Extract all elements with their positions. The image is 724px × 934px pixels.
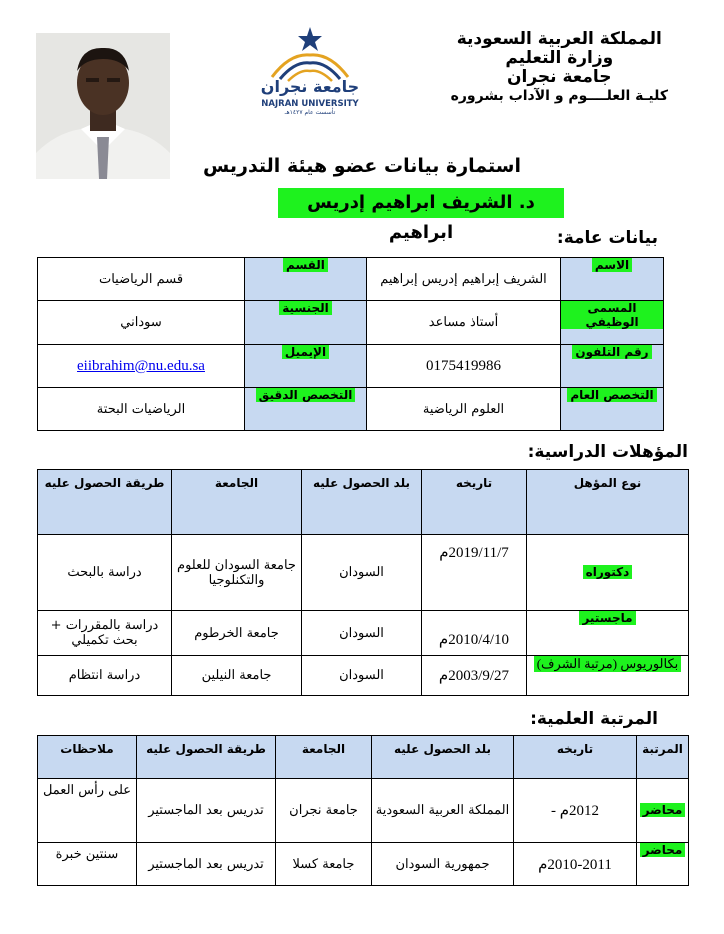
ranks-section-title: المرتبة العلمية:: [530, 709, 658, 729]
job-title-label: المسمى الوظيفي: [561, 301, 663, 329]
header-line-university: جامعة نجران: [507, 67, 612, 87]
qual-university: جامعة السودان للعلوم والتكنلوجيا: [172, 535, 302, 611]
rank-university: جامعة نجران: [276, 779, 372, 843]
qual-date: 2019/11/7م: [422, 535, 527, 611]
email-cell: [38, 345, 245, 388]
phone-label-cell: [561, 345, 664, 388]
nationality-value: سوداني: [38, 301, 245, 345]
qual-country: السودان: [302, 656, 422, 696]
rank-date: 2010-2011م: [514, 843, 637, 886]
table-row: [38, 535, 689, 611]
person-name: د. الشريف ابراهيم إدريس ابراهيم: [278, 188, 564, 218]
rank-value: محاضر: [640, 843, 686, 857]
rank-header-rank: المرتبة: [637, 736, 689, 779]
qual-method: دراسة بالمقررات + بحث تكميلي: [38, 611, 172, 656]
qual-header-type: نوع المؤهل: [527, 470, 689, 535]
rank-notes: سنتين خبرة: [38, 843, 137, 886]
qual-header-country: بلد الحصول عليه: [302, 470, 422, 535]
qual-type-cell: [527, 656, 689, 696]
logo-english-text: NAJRAN UNIVERSITY: [261, 99, 359, 109]
major-value: العلوم الرياضية: [367, 388, 561, 431]
rank-cell: [637, 843, 689, 886]
dept-label-cell: [245, 258, 367, 301]
rank-header-date: تاريخه: [514, 736, 637, 779]
job-title-value: أستاذ مساعد: [367, 301, 561, 345]
rank-header-country: بلد الحصول عليه: [372, 736, 514, 779]
name-label: الاسم: [592, 258, 632, 272]
qual-type-cell: [527, 611, 689, 656]
qualifications-section-title: المؤهلات الدراسية:: [527, 442, 688, 462]
qualifications-table: [37, 469, 689, 696]
qual-date: 2003/9/27م: [422, 656, 527, 696]
nationality-label: الجنسية: [279, 301, 332, 315]
major-label: التخصص العام: [567, 388, 656, 402]
qual-country: السودان: [302, 535, 422, 611]
rank-notes: على رأس العمل: [38, 779, 137, 843]
dept-value: قسم الرياضيات: [38, 258, 245, 301]
phone-label: رقم التلفون: [572, 345, 651, 359]
table-row: [38, 843, 689, 886]
qual-country: السودان: [302, 611, 422, 656]
qual-header-date: تاريخه: [422, 470, 527, 535]
header-line-ministry: وزارة التعليم: [505, 48, 614, 68]
header-line-country: المملكة العربية السعودية: [456, 29, 662, 49]
qual-university: جامعة الخرطوم: [172, 611, 302, 656]
qual-header-method: طريقة الحصول عليه: [38, 470, 172, 535]
qual-method: دراسة انتظام: [38, 656, 172, 696]
job-title-label-cell: [561, 301, 664, 345]
ranks-table: [37, 735, 689, 886]
najran-university-logo: [250, 25, 370, 115]
rank-header-method: طريقة الحصول عليه: [137, 736, 276, 779]
email-label: الإيميل: [282, 345, 329, 359]
rank-country: المملكة العربية السعودية: [372, 779, 514, 843]
rank-value: محاضر: [640, 803, 686, 817]
logo-arabic-text: جامعة نجران: [260, 77, 360, 96]
qual-type: ماجستير: [579, 611, 635, 625]
rank-university: جامعة كسلا: [276, 843, 372, 886]
nationality-label-cell: [245, 301, 367, 345]
rank-method: تدريس بعد الماجستير: [137, 843, 276, 886]
rank-cell: [637, 779, 689, 843]
qual-type: بكالوريوس (مرتبة الشرف): [534, 656, 682, 672]
qual-university: جامعة النيلين: [172, 656, 302, 696]
name-label-cell: [561, 258, 664, 301]
general-info-table: [37, 257, 664, 431]
rank-date: 2012م -: [514, 779, 637, 843]
email-link[interactable]: eiibrahim@nu.edu.sa: [77, 357, 205, 374]
name-value: الشريف إبراهيم إدريس إبراهيم: [367, 258, 561, 301]
qual-type-cell: [527, 535, 689, 611]
institution-header: [451, 30, 668, 106]
general-section-title: بيانات عامة:: [556, 228, 658, 248]
phone-value: 0175419986: [367, 345, 561, 388]
qual-date: 2010/4/10م: [422, 611, 527, 656]
rank-header-notes: ملاحظات: [38, 736, 137, 779]
specialization-label-cell: [245, 388, 367, 431]
table-row: [38, 611, 689, 656]
specialization-label: التخصص الدقيق: [256, 388, 356, 402]
rank-method: تدريس بعد الماجستير: [137, 779, 276, 843]
table-row: [38, 656, 689, 696]
dept-label: القسم: [283, 258, 328, 272]
qual-type: دكتوراه: [583, 565, 633, 579]
specialization-value: الرياضيات البحتة: [38, 388, 245, 431]
table-row: [38, 779, 689, 843]
qual-header-university: الجامعة: [172, 470, 302, 535]
email-label-cell: [245, 345, 367, 388]
logo-sub-text: تأسست عام ١٤٢٧هـ: [284, 109, 336, 116]
form-title: استمارة بيانات عضو هيئة التدريس: [203, 155, 521, 177]
qual-method: دراسة بالبحث: [38, 535, 172, 611]
rank-header-university: الجامعة: [276, 736, 372, 779]
rank-country: جمهورية السودان: [372, 843, 514, 886]
major-label-cell: [561, 388, 664, 431]
header-line-college: كليـة العلــــوم و الآداب بشروره: [450, 88, 668, 104]
